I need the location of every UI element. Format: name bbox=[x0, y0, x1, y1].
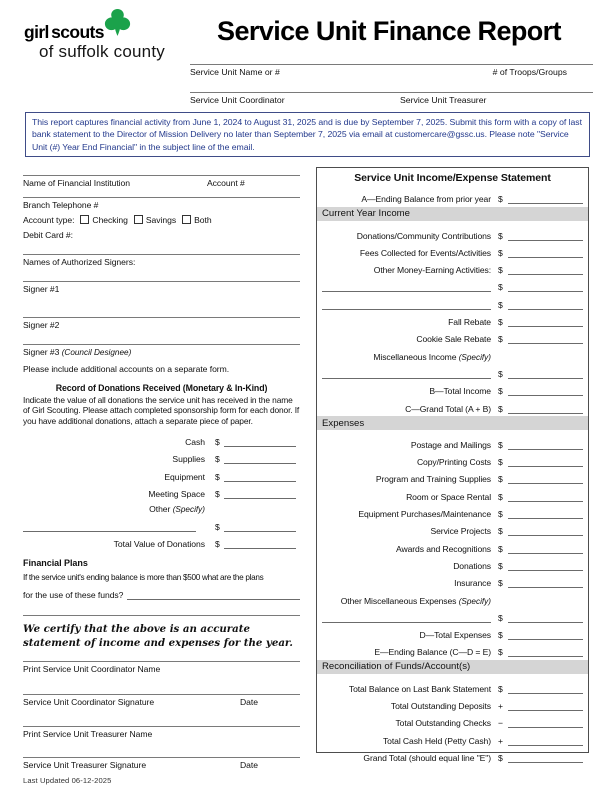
signer3-note: (Council Designee) bbox=[61, 348, 132, 357]
other-misc-label: Other Miscellaneous Expenses bbox=[340, 595, 457, 606]
stmt-row-ending-balance bbox=[317, 640, 588, 657]
stmt-row-other-money-earning bbox=[317, 258, 588, 275]
donation-row-equipment bbox=[23, 464, 300, 482]
header-labels-row-2 bbox=[190, 95, 593, 105]
funds-use-line-2[interactable] bbox=[23, 615, 300, 616]
currency-sign: $ bbox=[215, 471, 220, 482]
specify-input-line[interactable] bbox=[23, 520, 196, 532]
amount-input-line[interactable] bbox=[508, 507, 583, 519]
signer3-line[interactable] bbox=[23, 344, 300, 345]
account-number-label: Account # bbox=[207, 178, 245, 188]
row-label: D—Total Expenses bbox=[419, 630, 491, 641]
row-label: Donations bbox=[453, 560, 491, 571]
additional-accounts-note: Please include additional accounts on a separate form. bbox=[23, 364, 230, 374]
treas-print-label: Print Service Unit Treasurer Name bbox=[23, 728, 153, 739]
currency-sign: $ bbox=[498, 439, 503, 450]
currency-sign: $ bbox=[498, 317, 503, 328]
amount-input-line[interactable] bbox=[508, 559, 583, 571]
amount-input-line[interactable] bbox=[508, 628, 583, 640]
treas-print-line[interactable] bbox=[23, 726, 300, 727]
stmt-row-copy-printing bbox=[317, 450, 588, 467]
stmt-row-petty-cash bbox=[317, 728, 588, 745]
stmt-row-outstanding-checks bbox=[317, 711, 588, 728]
amount-input-line[interactable] bbox=[508, 367, 583, 379]
stmt-row-cookie-rebate bbox=[317, 327, 588, 344]
stmt-row-donations-contributions bbox=[317, 223, 588, 240]
currency-sign: $ bbox=[215, 539, 220, 550]
debit-card-label: Debit Card #: bbox=[23, 230, 73, 240]
amount-input-line[interactable] bbox=[508, 298, 583, 310]
account-type-label: Account type: bbox=[23, 215, 75, 225]
row-label: Room or Space Rental bbox=[406, 491, 491, 502]
amount-input-line[interactable] bbox=[508, 524, 583, 536]
row-label bbox=[322, 352, 491, 362]
trefoil-icon bbox=[104, 8, 131, 37]
amount-input-line[interactable] bbox=[508, 315, 583, 327]
stmt-row-room-rental bbox=[317, 484, 588, 501]
coord-sig-line[interactable] bbox=[23, 694, 300, 695]
signer2-line[interactable] bbox=[23, 317, 300, 318]
both-label: Both bbox=[194, 215, 212, 225]
amount-input-line[interactable] bbox=[508, 542, 583, 554]
specify-input-line[interactable] bbox=[322, 367, 491, 379]
checkbox-savings[interactable] bbox=[134, 215, 143, 224]
stmt-row-blank-2 bbox=[317, 292, 588, 309]
currency-sign: $ bbox=[498, 647, 503, 658]
amount-input-line[interactable] bbox=[508, 490, 583, 502]
signer1-line[interactable] bbox=[23, 281, 300, 282]
row-label: Program and Training Supplies bbox=[375, 474, 491, 485]
stmt-row-bank-statement-balance bbox=[317, 676, 588, 693]
currency-sign: $ bbox=[498, 612, 503, 623]
amount-input-line[interactable] bbox=[508, 263, 583, 275]
currency-sign: $ bbox=[498, 752, 503, 763]
amount-input-line[interactable] bbox=[508, 384, 583, 396]
row-label: Equipment bbox=[164, 471, 205, 482]
amount-input-line[interactable] bbox=[508, 246, 583, 258]
treasurer-label: Service Unit Treasurer bbox=[400, 95, 487, 105]
row-label: Service Projects bbox=[430, 526, 491, 537]
currency-sign: $ bbox=[498, 368, 503, 379]
currency-sign: $ bbox=[498, 194, 503, 205]
donation-row-meeting-space bbox=[23, 482, 300, 500]
stmt-row-service-projects bbox=[317, 519, 588, 536]
currency-sign: $ bbox=[498, 509, 503, 520]
row-label: Fees Collected for Events/Activities bbox=[359, 247, 491, 258]
donation-row-cash bbox=[23, 429, 300, 447]
currency-sign: $ bbox=[498, 526, 503, 537]
signer1-label: Signer #1 bbox=[23, 284, 60, 294]
funds-use-input-line[interactable] bbox=[127, 589, 300, 600]
due-date-notice: This report captures financial activity from June 1, 2024 to August 31, 2025 and is due by September 7, 2025. Submit this form with a copy of last bank statement to the Director of Mission Delivery no later than September 7, 2025 via email at customercare@gssc.us. Please note "Service Unit (#) Year End Financial" in the subject line of the email. bbox=[25, 112, 590, 157]
stmt-row-outstanding-deposits bbox=[317, 694, 588, 711]
stmt-row-total-expenses bbox=[317, 623, 588, 640]
institution-labels bbox=[23, 178, 300, 188]
coord-sig-row bbox=[23, 697, 300, 707]
girl-scouts-logo bbox=[24, 22, 194, 62]
specify-note: (Specify) bbox=[172, 505, 205, 515]
amount-input-line[interactable] bbox=[508, 645, 583, 657]
certify-statement: We certify that the above is an accurate statement of income and expenses for the year. bbox=[23, 623, 293, 649]
stmt-row-fees-collected bbox=[317, 241, 588, 258]
last-updated-text: Last Updated 06-12-2025 bbox=[23, 775, 112, 785]
amount-input-line[interactable] bbox=[508, 280, 583, 292]
currency-sign: $ bbox=[498, 560, 503, 571]
row-label: Other Money-Earning Activities: bbox=[373, 265, 491, 276]
currency-sign: $ bbox=[215, 489, 220, 500]
row-label: A—Ending Balance from prior year bbox=[361, 194, 491, 205]
financial-plans-text: If the service unit's ending balance is more than $500 what are the plans bbox=[23, 573, 264, 583]
donation-row-total bbox=[23, 532, 300, 550]
stmt-row-reconciliation-grand-total bbox=[317, 746, 588, 763]
row-label: Grand Total (should equal line "E") bbox=[363, 752, 491, 763]
currency-sign: $ bbox=[498, 282, 503, 293]
row-label: Total Cash Held (Petty Cash) bbox=[382, 735, 491, 746]
checking-label: Checking bbox=[92, 215, 128, 225]
statement-title: Service Unit Income/Expense Statement bbox=[354, 172, 551, 184]
amount-input-line[interactable] bbox=[508, 576, 583, 588]
row-label: Total Value of Donations bbox=[113, 539, 205, 550]
specify-input-line[interactable] bbox=[322, 298, 491, 310]
row-label: C—Grand Total (A + B) bbox=[405, 403, 491, 414]
section-band-current-year-income: Current Year Income bbox=[317, 207, 588, 221]
currency-sign: $ bbox=[498, 457, 503, 468]
treas-sig-label: Service Unit Treasurer Signature bbox=[23, 759, 147, 770]
currency-sign: $ bbox=[498, 543, 503, 554]
minus-sign: − bbox=[498, 718, 504, 729]
row-label: Cash bbox=[185, 436, 205, 447]
specify-note: (Specify) bbox=[458, 596, 491, 606]
coord-print-line[interactable] bbox=[23, 661, 300, 662]
donations-intro: Indicate the value of all donations the service unit has received in the name of Girl Scouting. Please attach completed sponsorship form for each donor. If you have additional donations, attach a separate piece of paper. bbox=[23, 395, 300, 426]
branch-label: Branch Telephone # bbox=[23, 200, 99, 210]
stmt-row-insurance bbox=[317, 571, 588, 588]
coordinator-label: Service Unit Coordinator bbox=[190, 95, 285, 105]
stmt-row-ending-balance-prior bbox=[317, 187, 588, 204]
stmt-row-misc-income bbox=[317, 344, 588, 361]
amount-input-line[interactable] bbox=[508, 716, 583, 728]
amount-input-line[interactable] bbox=[508, 192, 583, 204]
stmt-row-blank-3 bbox=[317, 362, 588, 379]
signer3-text: Signer #3 bbox=[23, 347, 60, 357]
stmt-row-donations-expense bbox=[317, 554, 588, 571]
row-label: Total Balance on Last Bank Statement bbox=[348, 683, 491, 694]
institution-label: Name of Financial Institution bbox=[23, 178, 130, 188]
financial-plans-heading: Financial Plans bbox=[23, 558, 88, 569]
troops-groups-label: # of Troops/Groups bbox=[492, 67, 567, 77]
page-title: Service Unit Finance Report bbox=[217, 16, 561, 46]
stmt-row-equipment-purchases bbox=[317, 502, 588, 519]
currency-sign: $ bbox=[498, 247, 503, 258]
row-label: Total Outstanding Deposits bbox=[390, 701, 491, 712]
logo-text-county: of suffolk county bbox=[39, 42, 165, 61]
signer3-label bbox=[23, 347, 300, 357]
currency-sign: $ bbox=[498, 491, 503, 502]
row-label: Supplies bbox=[172, 454, 205, 465]
row-label: E—Ending Balance (C—D = E) bbox=[374, 647, 491, 658]
currency-sign: $ bbox=[498, 683, 503, 694]
currency-sign: $ bbox=[215, 436, 220, 447]
amount-input-line[interactable] bbox=[508, 472, 583, 484]
header-field-line-1[interactable] bbox=[190, 64, 593, 65]
amount-input-line[interactable] bbox=[508, 682, 583, 694]
amount-input-line[interactable] bbox=[508, 332, 583, 344]
header-labels-row-1 bbox=[190, 67, 593, 77]
funds-use-row bbox=[23, 589, 300, 600]
branch-line[interactable] bbox=[23, 197, 300, 198]
amount-input-line[interactable] bbox=[224, 520, 296, 532]
amount-input-line[interactable] bbox=[224, 452, 296, 464]
plus-sign: + bbox=[498, 735, 504, 746]
checkbox-checking[interactable] bbox=[80, 215, 89, 224]
row-label: Total Outstanding Checks bbox=[395, 718, 491, 729]
treas-sig-line[interactable] bbox=[23, 757, 300, 758]
logo-text-girlscouts: girl scouts bbox=[24, 22, 104, 42]
checkbox-both[interactable] bbox=[182, 215, 191, 224]
amount-input-line[interactable] bbox=[508, 438, 583, 450]
donations-heading: Record of Donations Received (Monetary & In-Kind) bbox=[55, 383, 268, 393]
date-label: Date bbox=[240, 759, 258, 770]
currency-sign: $ bbox=[215, 454, 220, 465]
row-label: Donations/Community Contributions bbox=[356, 230, 491, 241]
stmt-row-grand-total bbox=[317, 396, 588, 413]
amount-input-line[interactable] bbox=[224, 487, 296, 499]
row-label bbox=[322, 596, 491, 606]
signers-heading: Names of Authorized Signers: bbox=[23, 257, 136, 267]
stmt-row-blank-4 bbox=[317, 606, 588, 623]
coord-sig-label: Service Unit Coordinator Signature bbox=[23, 696, 155, 707]
stmt-row-program-supplies bbox=[317, 467, 588, 484]
row-label: Fall Rebate bbox=[448, 317, 491, 328]
amount-input-line[interactable] bbox=[508, 751, 583, 763]
row-label: B—Total Income bbox=[429, 386, 491, 397]
currency-sign: $ bbox=[498, 230, 503, 241]
specify-note: (Specify) bbox=[458, 352, 491, 362]
misc-income-label: Miscellaneous Income bbox=[373, 351, 457, 362]
donation-row-other-blank bbox=[23, 514, 300, 532]
currency-sign: $ bbox=[498, 386, 503, 397]
signers-line[interactable] bbox=[23, 254, 300, 255]
amount-input-line[interactable] bbox=[224, 470, 296, 482]
amount-input-line[interactable] bbox=[224, 537, 296, 549]
specify-input-line[interactable] bbox=[322, 611, 491, 623]
signer2-label: Signer #2 bbox=[23, 320, 60, 330]
row-label: Insurance bbox=[454, 578, 491, 589]
amount-input-line[interactable] bbox=[508, 402, 583, 414]
service-unit-name-label: Service Unit Name or # bbox=[190, 67, 280, 77]
stmt-row-other-misc-expenses bbox=[317, 588, 588, 605]
other-label: Other bbox=[149, 504, 171, 515]
plus-sign: + bbox=[498, 701, 504, 712]
savings-label: Savings bbox=[145, 215, 177, 225]
donation-row-supplies bbox=[23, 447, 300, 465]
amount-input-line[interactable] bbox=[508, 699, 583, 711]
amount-input-line[interactable] bbox=[508, 455, 583, 467]
row-label: Postage and Mailings bbox=[410, 439, 491, 450]
section-band-expenses: Expenses bbox=[317, 416, 588, 430]
row-label: Meeting Space bbox=[148, 489, 205, 500]
stmt-row-postage bbox=[317, 433, 588, 450]
coord-print-label: Print Service Unit Coordinator Name bbox=[23, 663, 161, 674]
left-column bbox=[23, 167, 300, 785]
header-field-line-2[interactable] bbox=[190, 92, 593, 93]
amount-input-line[interactable] bbox=[224, 435, 296, 447]
stmt-row-fall-rebate bbox=[317, 310, 588, 327]
income-expense-statement-box bbox=[316, 167, 589, 763]
row-label: Equipment Purchases/Maintenance bbox=[358, 509, 491, 520]
row-label bbox=[23, 504, 205, 514]
currency-sign: $ bbox=[498, 630, 503, 641]
currency-sign: $ bbox=[498, 403, 503, 414]
row-label: Awards and Recognitions bbox=[396, 543, 491, 554]
currency-sign: $ bbox=[498, 299, 503, 310]
account-type-row bbox=[23, 215, 300, 225]
stmt-row-awards bbox=[317, 536, 588, 553]
currency-sign: $ bbox=[215, 521, 220, 532]
logo-wordmark bbox=[24, 22, 194, 43]
amount-input-line[interactable] bbox=[508, 611, 583, 623]
amount-input-line[interactable] bbox=[508, 229, 583, 241]
funds-use-label: for the use of these funds? bbox=[23, 590, 124, 601]
row-label: Cookie Sale Rebate bbox=[416, 334, 491, 345]
currency-sign: $ bbox=[498, 265, 503, 276]
date-label: Date bbox=[240, 696, 258, 707]
currency-sign: $ bbox=[498, 578, 503, 589]
institution-line[interactable] bbox=[23, 175, 300, 176]
section-band-reconciliation: Reconciliation of Funds/Account(s) bbox=[317, 660, 588, 674]
row-label: Copy/Printing Costs bbox=[416, 457, 491, 468]
stmt-row-blank-1 bbox=[317, 275, 588, 292]
amount-input-line[interactable] bbox=[508, 734, 583, 746]
currency-sign: $ bbox=[498, 334, 503, 345]
currency-sign: $ bbox=[498, 474, 503, 485]
donation-row-other bbox=[23, 499, 300, 514]
stmt-row-total-income bbox=[317, 379, 588, 396]
specify-input-line[interactable] bbox=[322, 280, 491, 292]
treas-sig-row bbox=[23, 760, 300, 770]
